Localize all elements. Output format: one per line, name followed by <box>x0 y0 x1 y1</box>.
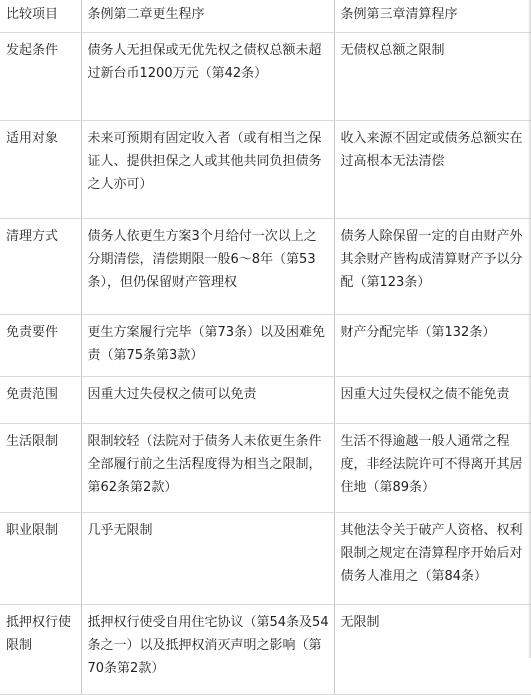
table-row <box>0 33 531 121</box>
row-chapter2-cell: 限制较轻（法院对于债务人未依更生条件全部履行前之生活程度得为相当之限制，第62条第2款） <box>81 424 334 513</box>
row-item-label: 免责范围 <box>0 377 81 424</box>
row-chapter3-cell: 其他法令关于破产人资格、权利限制之规定在清算程序开始后对债务人准用之（第84条） <box>334 513 531 605</box>
table-row <box>0 513 531 605</box>
row-item-label: 免责要件 <box>0 315 81 377</box>
row-chapter2-cell: 债务人依更生方案3个月给付一次以上之分期清偿，清偿期限一般6～8年（第53条），但仍保留财产管理权 <box>81 219 334 315</box>
row-chapter3-cell: 债务人除保留一定的自由财产外其余财产皆构成清算财产予以分配（第123条） <box>334 219 531 315</box>
row-item-label: 发起条件 <box>0 33 81 121</box>
table-row <box>0 219 531 315</box>
row-item-label: 清理方式 <box>0 219 81 315</box>
row-chapter3-cell: 生活不得逾越一般人通常之程度，非经法院许可不得离开其居住地（第89条） <box>334 424 531 513</box>
table-row <box>0 121 531 219</box>
row-chapter2-cell: 债务人无担保或无优先权之债权总额未超过新台币1200万元（第42条） <box>81 33 334 121</box>
row-chapter2-cell: 因重大过失侵权之债可以免责 <box>81 377 334 424</box>
row-chapter2-cell: 未来可预期有固定收入者（或有相当之保证人、提供担保之人或其他共同负担债务之人亦可） <box>81 121 334 219</box>
table-row <box>0 424 531 513</box>
row-chapter3-cell: 无限制 <box>334 605 531 695</box>
row-chapter2-cell: 抵押权行使受自用住宅协议（第54条及54条之一）以及抵押权消灭声明之影响（第70条第2款） <box>81 605 334 695</box>
row-chapter3-cell: 因重大过失侵权之债不能免责 <box>334 377 531 424</box>
row-item-label: 职业限制 <box>0 513 81 605</box>
header-item: 比较项目 <box>0 0 81 33</box>
row-item-label: 抵押权行使限制 <box>0 605 81 695</box>
header-chapter2: 条例第二章更生程序 <box>81 0 334 33</box>
table-header-row <box>0 0 531 33</box>
row-chapter3-cell: 收入来源不固定或债务总额实在过高根本无法清偿 <box>334 121 531 219</box>
row-item-label: 适用对象 <box>0 121 81 219</box>
row-chapter3-cell: 无债权总额之限制 <box>334 33 531 121</box>
row-chapter2-cell: 几乎无限制 <box>81 513 334 605</box>
table-row <box>0 377 531 424</box>
row-item-label: 生活限制 <box>0 424 81 513</box>
table-row <box>0 605 531 695</box>
table-row <box>0 315 531 377</box>
header-chapter3: 条例第三章清算程序 <box>334 0 531 33</box>
row-chapter3-cell: 财产分配完毕（第132条） <box>334 315 531 377</box>
row-chapter2-cell: 更生方案履行完毕（第73条）以及困难免责（第75条第3款） <box>81 315 334 377</box>
